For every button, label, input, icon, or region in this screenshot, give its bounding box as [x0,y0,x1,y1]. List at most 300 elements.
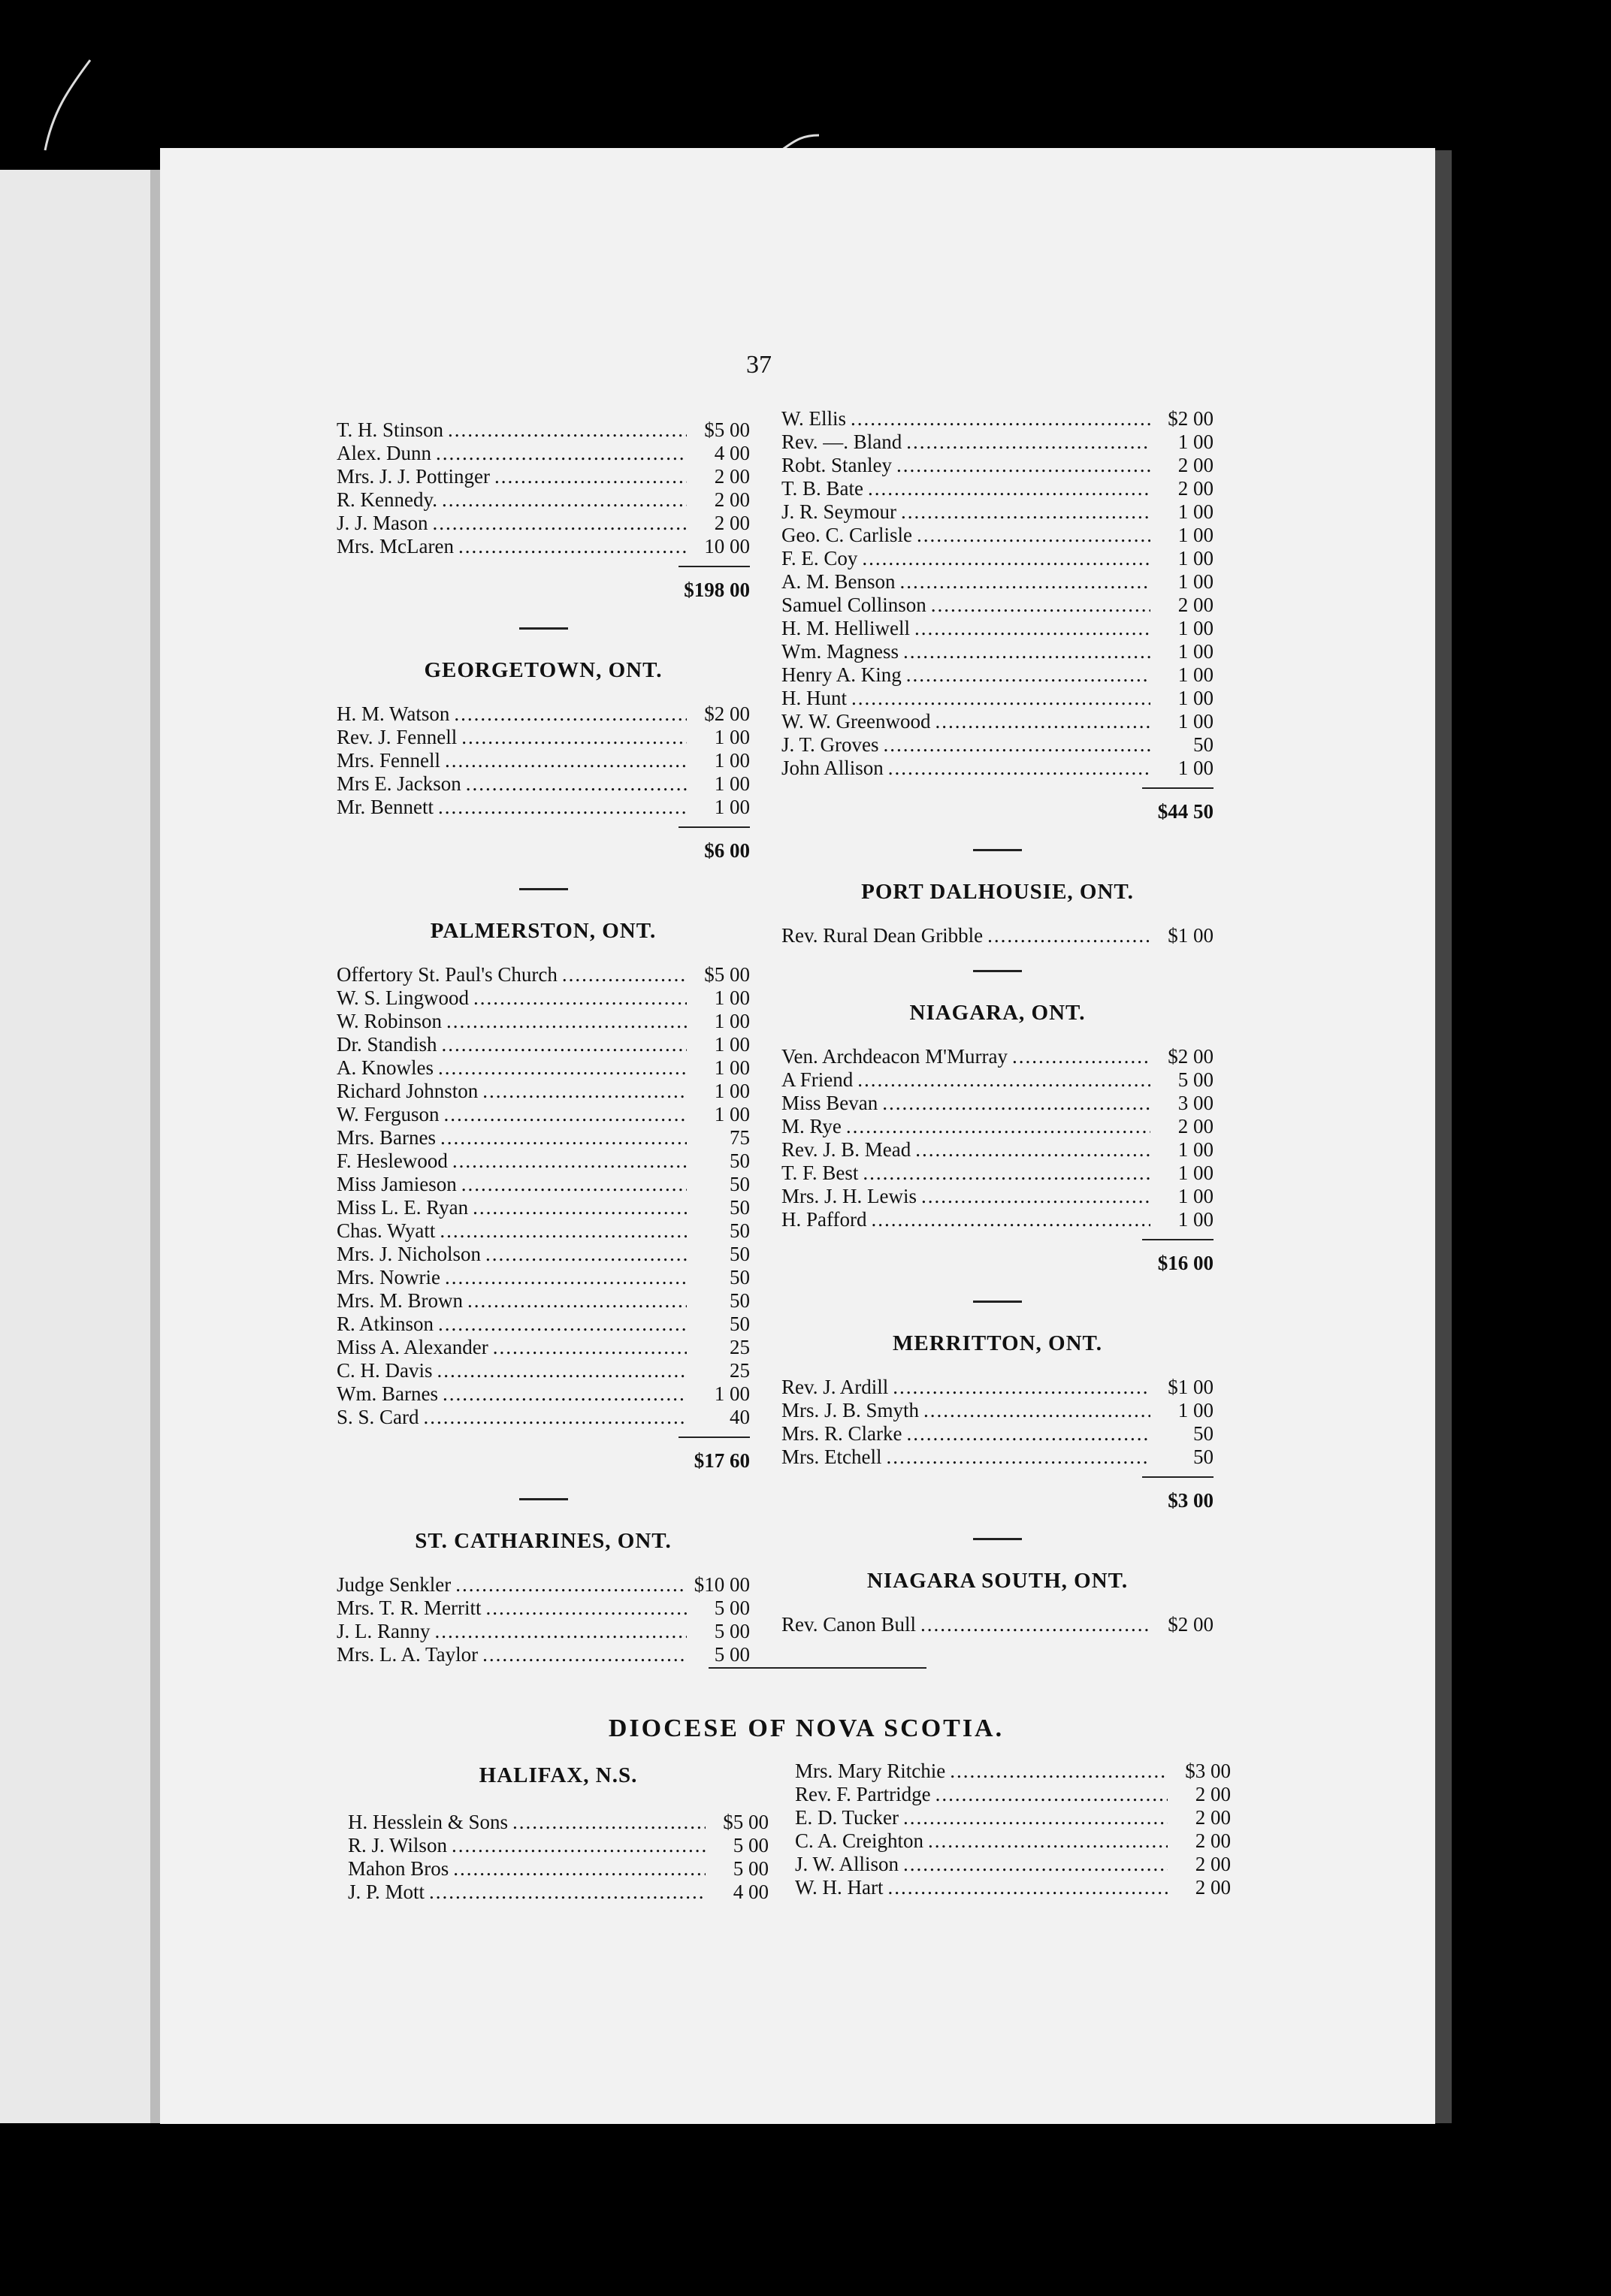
donor-name: H. Hunt [781,687,847,709]
donation-amount: 25 [730,1359,750,1382]
total-rule [1142,1239,1214,1240]
left-column [337,418,750,1666]
donation-amount: 50 [730,1150,750,1172]
donor-name: W. Ellis [781,407,847,430]
donation-amount: 1 00 [1177,617,1214,639]
donor-name: Mrs. J. J. Pottinger [337,465,491,488]
section-separator [519,627,568,630]
donor-name: Mahon Bros [348,1857,449,1880]
donation-amount: 5 00 [733,1834,769,1856]
donation-amount: 50 [730,1289,750,1312]
list-item [337,488,750,512]
donor-name: A Friend [781,1068,854,1091]
list-item [337,772,750,796]
donor-name: Rev. F. Partridge [795,1783,931,1805]
donor-name: Mrs. L. A. Taylor [337,1643,479,1666]
donor-name: F. Heslewood [337,1150,448,1172]
donation-amount: 1 00 [1177,1399,1214,1421]
donor-name: J. P. Mott [348,1881,425,1903]
list-item [781,454,1214,477]
list-item [781,477,1214,500]
donation-amount: 1 00 [1177,1185,1214,1207]
dot-leader [884,733,1151,757]
dot-leader [903,640,1150,663]
donor-name: W. W. Greenwood [781,710,931,733]
list-item [337,1359,750,1382]
donor-name: Miss A. Alexander [337,1336,488,1358]
dot-leader [512,1811,706,1834]
donation-amount: 5 00 [714,1597,750,1619]
heading-niagara-south: NIAGARA SOUTH, ONT. [866,1569,1129,1593]
list-item [781,524,1214,547]
list-item [795,1783,1231,1806]
section-total: $3 00 [1168,1489,1214,1512]
section-separator [973,849,1022,851]
donor-name: J. T. Groves [781,733,879,756]
donor-name: Miss Bevan [781,1092,878,1114]
heading-halifax: HALIFAX, N.S. [479,1763,638,1787]
donor-name: H. Hesslein & Sons [348,1811,509,1833]
left-page-edge [0,170,150,2123]
donor-name: Robt. Stanley [781,454,892,476]
donation-amount: 1 00 [1177,547,1214,569]
donation-amount: 1 00 [714,1080,750,1102]
list-item [795,1806,1231,1829]
list-item [795,1853,1231,1876]
list-item [337,726,750,749]
donor-name: Mrs. Nowrie [337,1266,440,1288]
section-total: $17 60 [694,1449,750,1472]
donation-amount: 50 [730,1243,750,1265]
donation-amount: 2 00 [1195,1876,1231,1899]
dot-leader [923,1399,1150,1422]
list-item [337,1243,750,1266]
dot-leader [452,1834,706,1857]
list-item [781,640,1214,663]
donation-amount: 2 00 [714,512,750,534]
donor-name: J. W. Allison [795,1853,899,1875]
donation-amount: $3 00 [1185,1760,1231,1782]
total-rule [679,1437,750,1438]
donor-name: R. Atkinson [337,1313,434,1335]
list-item [781,1376,1214,1399]
donor-name: Rev. —. Bland [781,430,902,453]
donation-amount: 4 00 [733,1881,769,1903]
dot-leader [868,477,1150,500]
donation-amount: 1 00 [1177,757,1214,779]
dot-leader [458,535,687,558]
donor-name: W. H. Hart [795,1876,884,1899]
donation-amount: $1 00 [1168,1376,1214,1398]
dot-leader [846,1115,1150,1138]
section-separator [519,1498,568,1500]
donor-name: A. M. Benson [781,570,896,593]
donor-name: C. A. Creighton [795,1829,924,1852]
donation-amount: 2 00 [1177,454,1214,476]
list-merritton [781,1376,1214,1469]
donation-amount: 5 00 [714,1620,750,1642]
list-item [781,617,1214,640]
dot-leader [454,702,687,726]
list-item [337,535,750,558]
donation-amount: 1 00 [1177,524,1214,546]
dot-leader [437,1359,688,1382]
dot-leader [424,1406,687,1429]
donor-name: Richard Johnston [337,1080,479,1102]
donor-name: Rev. Canon Bull [781,1613,916,1636]
donor-name: T. H. Stinson [337,418,444,441]
list-item [795,1876,1231,1899]
donation-amount: 50 [1193,733,1214,756]
donor-name: Mrs. Barnes [337,1126,436,1149]
list-item [337,1080,750,1103]
donation-amount: 1 00 [714,1382,750,1405]
dot-leader [562,963,687,986]
list-item [781,1613,1214,1636]
dot-leader [886,1446,1150,1469]
dot-leader [903,1806,1168,1829]
donation-amount: 50 [730,1196,750,1219]
donation-amount: 75 [730,1126,750,1149]
donor-name: Miss Jamieson [337,1173,457,1195]
list-item [337,986,750,1010]
donation-amount: $2 00 [704,702,750,725]
dot-leader [435,1620,688,1643]
list-item [781,500,1214,524]
list-item [337,702,750,726]
donation-amount: 5 00 [714,1643,750,1666]
donor-name: E. D. Tucker [795,1806,899,1829]
right-column [781,407,1214,1636]
donation-amount: 1 00 [1177,687,1214,709]
donor-name: Wm. Barnes [337,1382,438,1405]
list-item [781,1422,1214,1446]
donor-name: Mrs. R. Clarke [781,1422,902,1445]
list-item [337,796,750,819]
donation-amount: 1 00 [714,749,750,772]
dot-leader [429,1881,706,1904]
donation-amount: 1 00 [1177,640,1214,663]
donor-name: H. Pafford [781,1208,867,1231]
total-rule [1142,1476,1214,1478]
dot-leader [862,547,1150,570]
donor-name: Offertory St. Paul's Church [337,963,558,986]
list-item [337,1126,750,1150]
list-item [337,418,750,442]
list-item [337,1313,750,1336]
list-item [337,1103,750,1126]
dot-leader [453,1857,706,1881]
donation-amount: 1 00 [1177,663,1214,686]
dot-leader [1012,1045,1150,1068]
dot-leader [438,1313,687,1336]
list-item [781,1399,1214,1422]
list-item [781,547,1214,570]
section-separator [519,888,568,890]
list-item [781,1446,1214,1469]
diocese-heading: DIOCESE OF NOVA SCOTIA. [608,1714,1005,1742]
list-item [781,1115,1214,1138]
donor-name: T. F. Best [781,1162,859,1184]
list-item [337,1010,750,1033]
list-item [795,1760,1231,1783]
list-item [781,687,1214,710]
donor-name: Wm. Magness [781,640,899,663]
donor-name: Mrs. M. Brown [337,1289,464,1312]
section-rule [709,1667,926,1669]
section-total: $44 50 [1157,800,1214,823]
dot-leader [893,1376,1150,1399]
donor-name: H. M. Watson [337,702,450,725]
dot-leader [452,1150,687,1173]
donation-amount: $5 00 [723,1811,769,1833]
donor-name: J. L. Ranny [337,1620,431,1642]
list-item [348,1881,769,1904]
dot-leader [473,986,687,1010]
dot-leader [917,524,1150,547]
dot-leader [445,1266,687,1289]
dot-leader [882,1092,1150,1115]
dot-leader [900,570,1150,594]
donor-name: Samuel Collinson [781,594,926,616]
dot-leader [851,407,1150,430]
dot-leader [851,687,1150,710]
donor-name: Mrs. J. B. Smyth [781,1399,920,1421]
donation-amount: 1 00 [714,772,750,795]
donor-name: Rev. Rural Dean Gribble [781,924,984,947]
donation-amount: 1 00 [714,1010,750,1032]
list-st-catharines [337,1573,750,1666]
dot-leader [901,500,1150,524]
list-item [781,757,1214,780]
donation-amount: 50 [730,1313,750,1335]
list-item [781,430,1214,454]
donation-amount: 1 00 [1177,570,1214,593]
donation-amount: 50 [730,1266,750,1288]
list-georgetown [337,702,750,819]
list-item [781,1045,1214,1068]
list-item [337,1150,750,1173]
donation-amount: 1 00 [1177,710,1214,733]
donor-name: Dr. Standish [337,1033,437,1056]
dot-leader [935,710,1150,733]
dot-leader [888,757,1150,780]
donor-name: Miss L. E. Ryan [337,1196,469,1219]
dot-leader [493,1336,687,1359]
donor-name: W. S. Lingwood [337,986,470,1009]
donation-amount: 50 [730,1173,750,1195]
donor-name: W. Ferguson [337,1103,440,1125]
section-total: $198 00 [684,579,750,601]
donation-amount: $5 00 [704,963,750,986]
donor-name: Ven. Archdeacon M'Murray [781,1045,1008,1068]
total-rule [679,566,750,567]
dot-leader [442,488,687,512]
dot-leader [445,749,687,772]
donation-amount: 50 [730,1219,750,1242]
donor-name: A. Knowles [337,1056,434,1079]
donation-amount: 5 00 [733,1857,769,1880]
donation-amount: 2 00 [1177,477,1214,500]
dot-leader [903,1853,1168,1876]
donor-name: Mrs. McLaren [337,535,454,557]
donor-name: Mrs. Fennell [337,749,440,772]
list-item [337,1289,750,1313]
list-item [337,1382,750,1406]
donation-amount: 2 00 [1177,594,1214,616]
donation-amount: 1 00 [1177,500,1214,523]
section-separator [973,1301,1022,1303]
list-item [348,1857,769,1881]
list-item [337,465,750,488]
donation-amount: 1 00 [1177,1138,1214,1161]
donor-name: J. R. Seymour [781,500,897,523]
donation-amount: $5 00 [704,418,750,441]
donor-name: Mrs. Etchell [781,1446,882,1468]
donor-name: T. B. Bate [781,477,863,500]
list-palmerston [337,963,750,1429]
donor-name: Rev. J. Ardill [781,1376,889,1398]
donor-name: Mrs. J. H. Lewis [781,1185,917,1207]
donor-name: R. Kennedy. [337,488,437,511]
list-item [781,407,1214,430]
heading-niagara: NIAGARA, ONT. [909,1001,1086,1025]
dot-leader [446,1010,687,1033]
dot-leader [482,1643,687,1666]
dot-leader [436,442,687,465]
heading-merritton: MERRITTON, ONT. [893,1331,1102,1355]
dot-leader [915,1138,1150,1162]
dot-leader [921,1185,1150,1208]
dot-leader [896,454,1150,477]
dot-leader [467,1289,687,1313]
section-separator [973,1538,1022,1540]
list-item [337,963,750,986]
donation-amount: 4 00 [714,442,750,464]
donation-amount: 5 00 [1177,1068,1214,1091]
dot-leader [443,1382,687,1406]
dot-leader [931,594,1150,617]
list-item [337,442,750,465]
donor-name: H. M. Helliwell [781,617,910,639]
total-rule [1142,787,1214,789]
dot-leader [466,772,687,796]
document-page [160,148,1435,2124]
donation-amount: 2 00 [1177,1115,1214,1137]
dot-leader [928,1829,1168,1853]
list-port-dalhousie [781,924,1214,947]
dot-leader [461,1173,687,1196]
donor-name: Alex. Dunn [337,442,431,464]
donor-name: W. Robinson [337,1010,443,1032]
dot-leader [494,465,687,488]
list-item [337,1406,750,1429]
dot-leader [473,1196,687,1219]
donor-name: Mr. Bennett [337,796,434,818]
donation-amount: 40 [730,1406,750,1428]
dot-leader [455,1573,687,1597]
list-item [781,663,1214,687]
donation-amount: 1 00 [714,1103,750,1125]
donation-amount: 25 [730,1336,750,1358]
list-item [337,1033,750,1056]
dot-leader [887,1876,1168,1899]
nova-scotia-right-column [795,1760,1231,1899]
donation-amount: 2 00 [1195,1783,1231,1805]
list-item [781,1162,1214,1185]
section-separator [973,970,1022,972]
donation-amount: 1 00 [1177,1208,1214,1231]
list-item [337,1266,750,1289]
dot-leader [438,796,687,819]
total-rule [679,826,750,828]
donor-name: Rev. J. Fennell [337,726,458,748]
donor-name: Judge Senkler [337,1573,452,1596]
list-niagara-south [781,1613,1214,1636]
dot-leader [482,1080,687,1103]
donor-name: R. J. Wilson [348,1834,447,1856]
donation-amount: $2 00 [1168,407,1214,430]
list-halifax [348,1811,769,1904]
list-item [348,1811,769,1834]
dot-leader [440,1219,687,1243]
donation-amount: 1 00 [714,796,750,818]
list-item [337,1196,750,1219]
list-item [337,1056,750,1080]
donor-name: J. J. Mason [337,512,428,534]
donation-amount: 1 00 [714,726,750,748]
list-item [781,570,1214,594]
list-item [781,1068,1214,1092]
donation-amount: 1 00 [1177,1162,1214,1184]
dot-leader [906,430,1150,454]
list-item [781,1185,1214,1208]
dot-leader [857,1068,1150,1092]
section-total: $16 00 [1157,1252,1214,1274]
list-item [781,924,1214,947]
donation-amount: 50 [1193,1422,1214,1445]
section-total: $6 00 [704,839,750,862]
list-item [781,1138,1214,1162]
list-niagara [781,1045,1214,1231]
dot-leader [950,1760,1168,1783]
donor-name: Rev. J. B. Mead [781,1138,911,1161]
donor-name: Mrs E. Jackson [337,772,461,795]
donation-amount: 2 00 [714,488,750,511]
list-item [337,512,750,535]
list-item [337,1173,750,1196]
dot-leader [461,726,687,749]
dot-leader [438,1056,687,1080]
donor-name: Henry A. King [781,663,902,686]
dot-leader [935,1783,1168,1806]
donation-amount: 2 00 [1195,1829,1231,1852]
heading-georgetown: GEORGETOWN, ONT. [424,658,663,682]
list-nova-scotia-right [795,1760,1231,1899]
dot-leader [486,1597,688,1620]
list-item [348,1834,769,1857]
dot-leader [442,1033,687,1056]
dot-leader [444,1103,687,1126]
list-item [781,1208,1214,1231]
dot-leader [440,1126,687,1150]
list-item [337,1643,750,1666]
donation-amount: 1 00 [714,1033,750,1056]
donation-amount: 2 00 [1195,1806,1231,1829]
list-item [781,594,1214,617]
donation-amount: $1 00 [1168,924,1214,947]
dot-leader [920,1613,1150,1636]
